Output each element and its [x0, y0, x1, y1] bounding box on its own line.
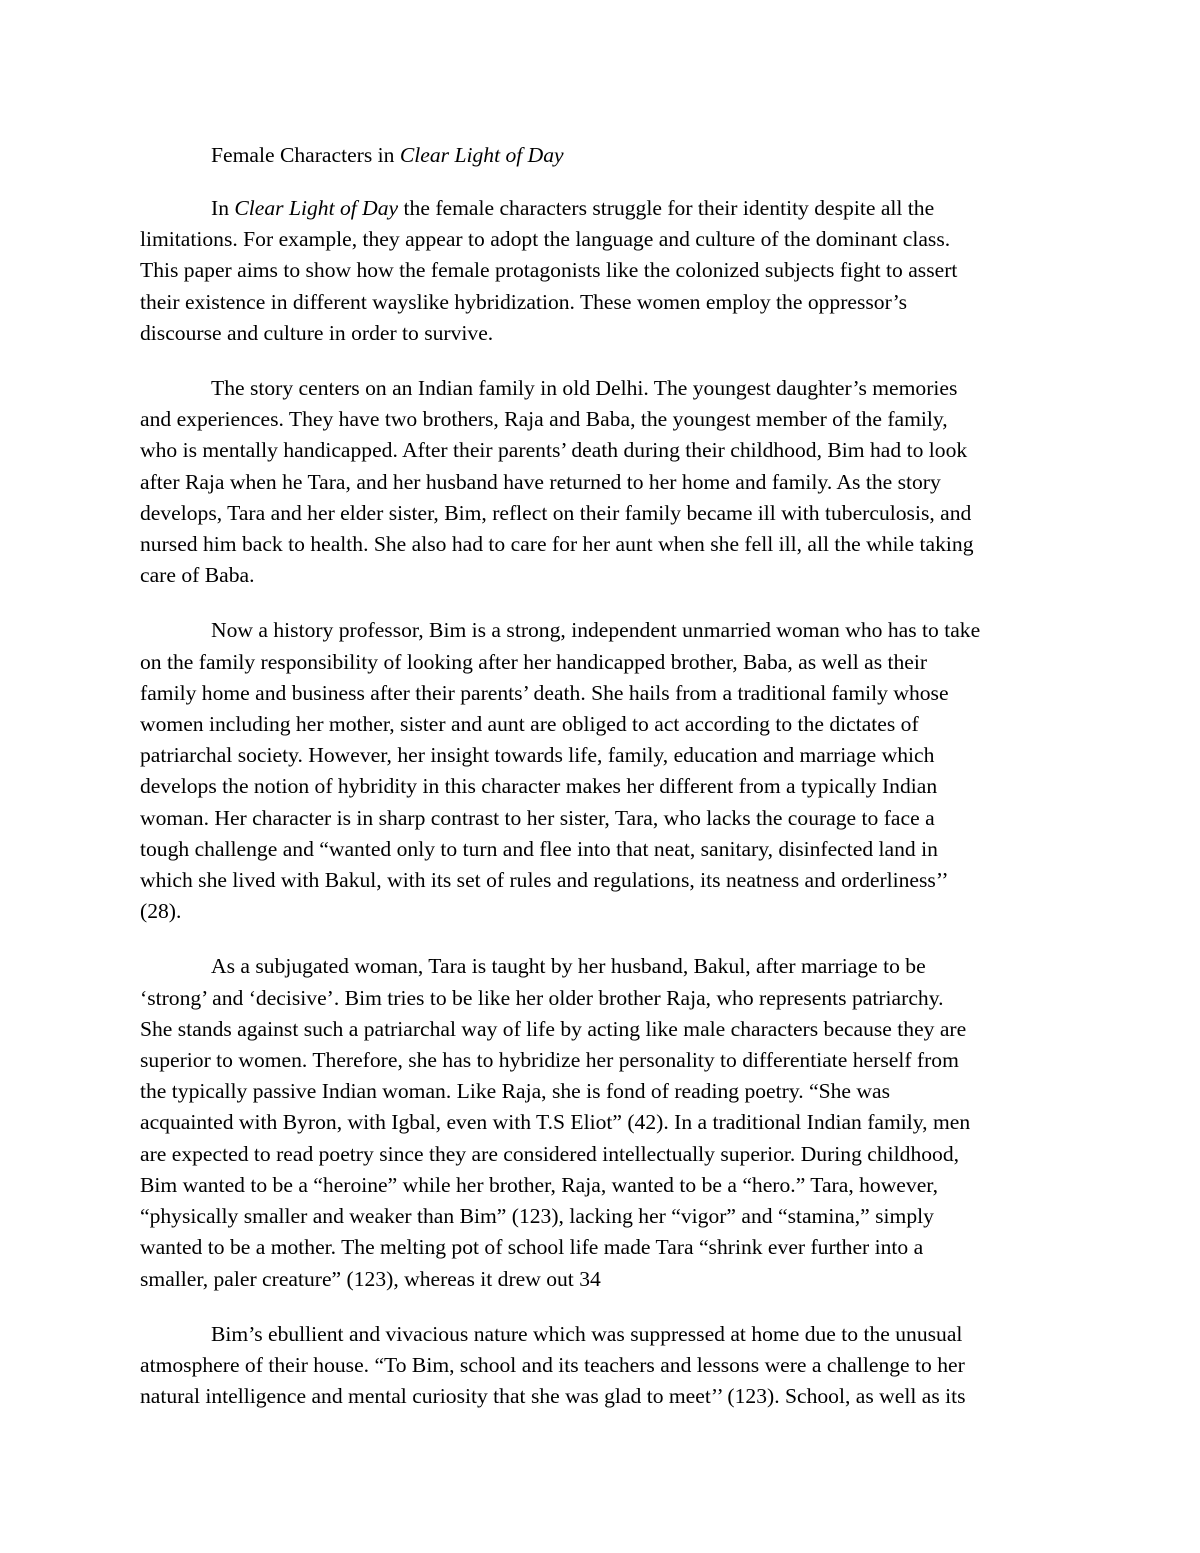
text-line	[140, 647, 1060, 678]
text-line	[140, 1014, 1060, 1045]
text-line	[140, 615, 1060, 646]
paragraph	[140, 193, 1060, 349]
text-segment: Bim’s ebullient and vivacious nature which was suppressed at home due to the unusual	[211, 1321, 963, 1346]
text-segment: women including her mother, sister and aunt are obliged to act according to the dictates of	[140, 712, 919, 737]
text-line	[140, 709, 1060, 740]
text-segment: care of Baba.	[140, 563, 255, 588]
text-segment: The story centers on an Indian family in old Delhi. The youngest daughter’s memories	[211, 376, 958, 401]
text-segment: As a subjugated woman, Tara is taught by her husband, Bakul, after marriage to be	[211, 954, 926, 979]
document-title	[211, 140, 564, 171]
text-line	[140, 865, 1060, 896]
text-line	[140, 404, 1060, 435]
paragraph	[140, 1319, 1060, 1413]
text-segment: nursed him back to health. She also had to care for her aunt when she fell ill, all the while taking	[140, 532, 974, 557]
text-line	[140, 287, 1060, 318]
text-line	[140, 224, 1060, 255]
text-line	[140, 678, 1060, 709]
text-line	[140, 193, 1060, 224]
text-line	[140, 1201, 1060, 1232]
text-line	[140, 1139, 1060, 1170]
text-segment: smaller, paler creature” (123), whereas it drew out 34	[140, 1266, 601, 1291]
text-line	[140, 1076, 1060, 1107]
text-line	[140, 983, 1060, 1014]
text-line	[140, 740, 1060, 771]
text-segment: who is mentally handicapped. After their parents’ death during their childhood, Bim had to look	[140, 438, 968, 463]
paragraph	[140, 951, 1060, 1294]
paragraph	[140, 373, 1060, 591]
text-line	[140, 771, 1060, 802]
text-line	[140, 803, 1060, 834]
text-segment: atmosphere of their house. “To Bim, school and its teachers and lessons were a challenge to her	[140, 1352, 965, 1377]
text-segment: tough challenge and “wanted only to turn and flee into that neat, sanitary, disinfected land in	[140, 836, 938, 861]
text-line	[140, 373, 1060, 404]
text-segment: the female characters struggle for their identity despite all the	[398, 196, 935, 220]
text-segment: develops, Tara and her elder sister, Bim, reflect on their family became ill with tuberculosis, and	[140, 500, 972, 525]
text-segment: “physically smaller and weaker than Bim” (123), lacking her “vigor” and “stamina,” simply	[140, 1204, 934, 1229]
title-prefix: Female Characters in	[211, 143, 400, 167]
text-segment: She stands against such a patriarchal way of life by acting like male characters because they are	[140, 1016, 967, 1041]
text-segment: (28).	[140, 899, 182, 924]
text-segment: after Raja when he Tara, and her husband have returned to her home and family. As the story	[140, 469, 941, 494]
paragraph	[140, 615, 1060, 927]
text-line	[140, 435, 1060, 466]
text-line	[140, 529, 1060, 560]
text-segment: natural intelligence and mental curiosity that she was glad to meet’’ (123). School, as well as its	[140, 1384, 966, 1409]
text-line	[140, 560, 1060, 591]
text-segment: superior to women. Therefore, she has to hybridize her personality to differentiate herself from	[140, 1048, 959, 1073]
text-line	[140, 1381, 1060, 1412]
text-segment: wanted to be a mother. The melting pot of school life made Tara “shrink ever further into a	[140, 1235, 924, 1260]
text-line	[140, 834, 1060, 865]
text-segment: which she lived with Bakul, with its set of rules and regulations, its neatness and orderliness’’	[140, 868, 949, 893]
text-segment: develops the notion of hybridity in this character makes her different from a typically Indian	[140, 774, 938, 799]
text-segment: family home and business after their parents’ death. She hails from a traditional family whose	[140, 680, 949, 705]
text-line	[140, 896, 1060, 927]
text-segment: patriarchal society. However, her insight towards life, family, education and marriage which	[140, 743, 935, 768]
text-line	[140, 1264, 1060, 1295]
text-segment: their existence in different wayslike hybridization. These women employ the oppressor’s	[140, 289, 907, 314]
italic-text: Clear Light of Day	[234, 196, 399, 220]
text-segment: discourse and culture in order to survive.	[140, 320, 494, 345]
document-body	[140, 193, 1060, 1436]
text-line	[140, 1319, 1060, 1350]
text-segment: the typically passive Indian woman. Like Raja, she is fond of reading poetry. “She was	[140, 1079, 890, 1104]
text-line	[140, 255, 1060, 286]
text-segment: and experiences. They have two brothers, Raja and Baba, the youngest member of the family,	[140, 407, 948, 432]
text-segment: are expected to read poetry since they are considered intellectually superior. During childhood,	[140, 1141, 960, 1166]
text-line	[140, 951, 1060, 982]
text-segment: limitations. For example, they appear to adopt the language and culture of the dominant class.	[140, 227, 951, 252]
text-line	[140, 1170, 1060, 1201]
text-line	[140, 1350, 1060, 1381]
text-line	[140, 318, 1060, 349]
text-segment: ‘strong’ and ‘decisive’. Bim tries to be like her older brother Raja, who represents patriarchy.	[140, 985, 944, 1010]
text-line	[140, 1232, 1060, 1263]
text-segment: Now a history professor, Bim is a strong, independent unmarried woman who has to take	[211, 618, 981, 643]
text-segment: woman. Her character is in sharp contrast to her sister, Tara, who lacks the courage to face a	[140, 805, 935, 830]
title-italic-book-name: Clear Light of Day	[399, 143, 564, 167]
text-segment: This paper aims to show how the female protagonists like the colonized subjects fight to assert	[140, 258, 958, 283]
text-segment: Bim wanted to be a “heroine” while her brother, Raja, wanted to be a “hero.” Tara, however,	[140, 1172, 938, 1197]
text-line	[140, 1045, 1060, 1076]
text-line	[140, 498, 1060, 529]
text-segment: In	[211, 196, 235, 220]
text-line	[140, 467, 1060, 498]
text-segment: acquainted with Byron, with Igbal, even with T.S Eliot” (42). In a traditional Indian family, men	[140, 1110, 971, 1135]
text-segment: on the family responsibility of looking after her handicapped brother, Baba, as well as their	[140, 649, 928, 674]
text-line	[140, 1107, 1060, 1138]
